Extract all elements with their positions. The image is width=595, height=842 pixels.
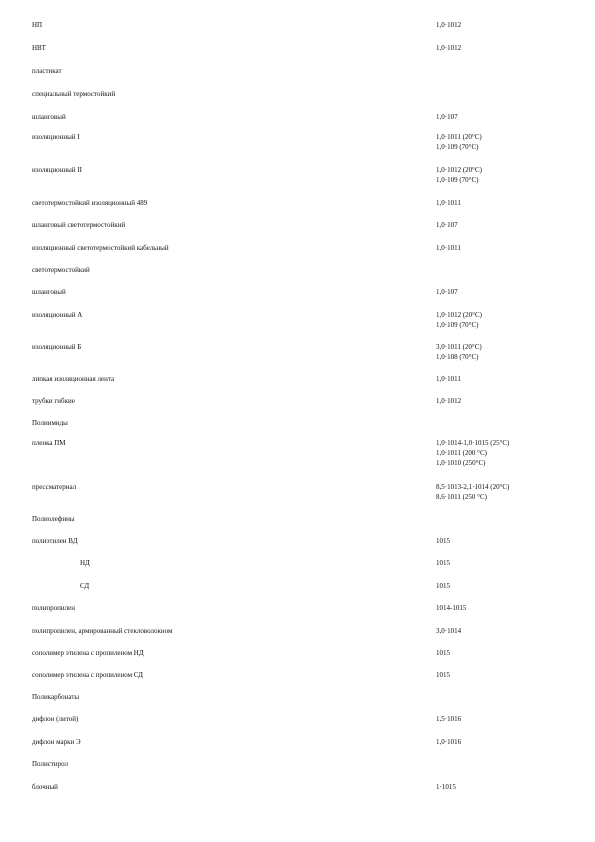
- value-line: 1015: [436, 582, 450, 590]
- material-label: специальный термостойкий: [32, 90, 116, 98]
- material-label: изоляционный I: [32, 133, 80, 141]
- value-line: 1015: [436, 649, 450, 657]
- material-label: изоляционный светотермостойкий кабельный: [32, 244, 169, 252]
- material-label: шланговый: [32, 113, 66, 121]
- value-line: 1,0·1011 (20°С): [436, 133, 482, 141]
- material-label: Поликарбонаты: [32, 693, 80, 701]
- material-label: светотермостойкий: [32, 266, 90, 274]
- material-label: пластикат: [32, 67, 62, 75]
- material-label: НП: [32, 21, 43, 29]
- value-line: 1,0·1012: [436, 21, 462, 29]
- value-line: 1,0·1012 (20°С): [436, 166, 482, 174]
- resistivity-value: [436, 374, 461, 384]
- value-line: 8,6·1011 (250 °С): [436, 493, 487, 501]
- value-line: 1015: [436, 537, 450, 545]
- material-label: дифлон (литой): [32, 715, 79, 723]
- value-line: 1014-1015: [436, 604, 467, 612]
- material-label: Полиолефины: [32, 515, 75, 523]
- resistivity-value: [436, 536, 450, 546]
- material-label: изоляционный II: [32, 166, 82, 174]
- value-line: 1,0·107: [436, 113, 458, 121]
- value-line: 1,0·108 (70°С): [436, 353, 479, 361]
- material-label: НД: [80, 559, 90, 567]
- material-label: пленка ПМ: [32, 439, 66, 447]
- value-line: 1,0·1011: [436, 375, 461, 383]
- resistivity-value: [436, 737, 461, 747]
- material-label: блочный: [32, 783, 58, 791]
- resistivity-value: [436, 112, 458, 122]
- value-line: 1·1015: [436, 783, 456, 791]
- resistivity-value: [436, 648, 450, 658]
- resistivity-value: [436, 714, 461, 724]
- value-line: 1,0·109 (70°С): [436, 176, 479, 184]
- material-label: светотермостойкий изоляционный 489: [32, 199, 148, 207]
- material-label: сополимер этилена с пропиленом СД: [32, 671, 143, 679]
- value-line: 1015: [436, 671, 450, 679]
- material-label: СД: [80, 582, 90, 590]
- material-label: НВТ: [32, 44, 46, 52]
- resistivity-value: [436, 342, 482, 362]
- value-line: 1,0·109 (70°С): [436, 321, 479, 329]
- value-line: 1,5·1016: [436, 715, 462, 723]
- value-line: 3,0·1011 (20°С): [436, 343, 482, 351]
- material-label: полипропилен, армированный стекловолокном: [32, 627, 173, 635]
- value-line: 1,0·1012 (20°С): [436, 311, 482, 319]
- value-line: 1,0·1011: [436, 244, 461, 252]
- value-line: 1,0·107: [436, 221, 458, 229]
- value-line: 1,0·1012: [436, 397, 462, 405]
- value-line: 1,0·1011 (200 °С): [436, 449, 487, 457]
- material-label: липкая изоляционная лента: [32, 375, 115, 383]
- material-label: изоляционный А: [32, 311, 83, 319]
- material-label: полипропилен: [32, 604, 75, 612]
- resistivity-value: [436, 243, 461, 253]
- resistivity-value: [436, 310, 482, 330]
- resistivity-value: [436, 558, 450, 568]
- resistivity-value: [436, 396, 461, 406]
- resistivity-value: [436, 581, 450, 591]
- value-line: 1,0·1010 (250°С): [436, 459, 486, 467]
- value-line: 1,0·1016: [436, 738, 462, 746]
- resistivity-value: [436, 198, 461, 208]
- value-line: 1,0·1014-1,0·1015 (25°С): [436, 439, 510, 447]
- material-label: изоляционный Б: [32, 343, 82, 351]
- resistivity-value: [436, 482, 509, 502]
- resistivity-value: [436, 287, 458, 297]
- resistivity-value: [436, 782, 456, 792]
- resistivity-value: [436, 220, 458, 230]
- value-line: 1,0·1011: [436, 199, 461, 207]
- value-line: 8,5·1013-2,1·1014 (20°С): [436, 483, 510, 491]
- resistivity-value: [436, 626, 461, 636]
- value-line: 1,0·107: [436, 288, 458, 296]
- material-label: Полистирол: [32, 760, 69, 768]
- material-label: прессматериал: [32, 483, 77, 491]
- resistivity-value: [436, 20, 461, 30]
- value-line: 1,0·1012: [436, 44, 462, 52]
- value-line: 3,0·1014: [436, 627, 462, 635]
- material-label: полиэтилен ВД: [32, 537, 78, 545]
- material-label: дифлон марки Э: [32, 738, 81, 746]
- resistivity-value: [436, 670, 450, 680]
- value-line: 1,0·109 (70°С): [436, 143, 479, 151]
- material-label: сополимер этилена с пропиленом НД: [32, 649, 144, 657]
- material-label: Полиимиды: [32, 419, 68, 427]
- material-label: шланговый: [32, 288, 66, 296]
- resistivity-value: [436, 165, 482, 185]
- resistivity-value: [436, 603, 466, 613]
- resistivity-value: [436, 43, 461, 53]
- value-line: 1015: [436, 559, 450, 567]
- resistivity-value: [436, 438, 509, 468]
- resistivity-value: [436, 132, 482, 152]
- material-label: трубки гибкие: [32, 397, 75, 405]
- material-label: шланговый светотермостойкий: [32, 221, 126, 229]
